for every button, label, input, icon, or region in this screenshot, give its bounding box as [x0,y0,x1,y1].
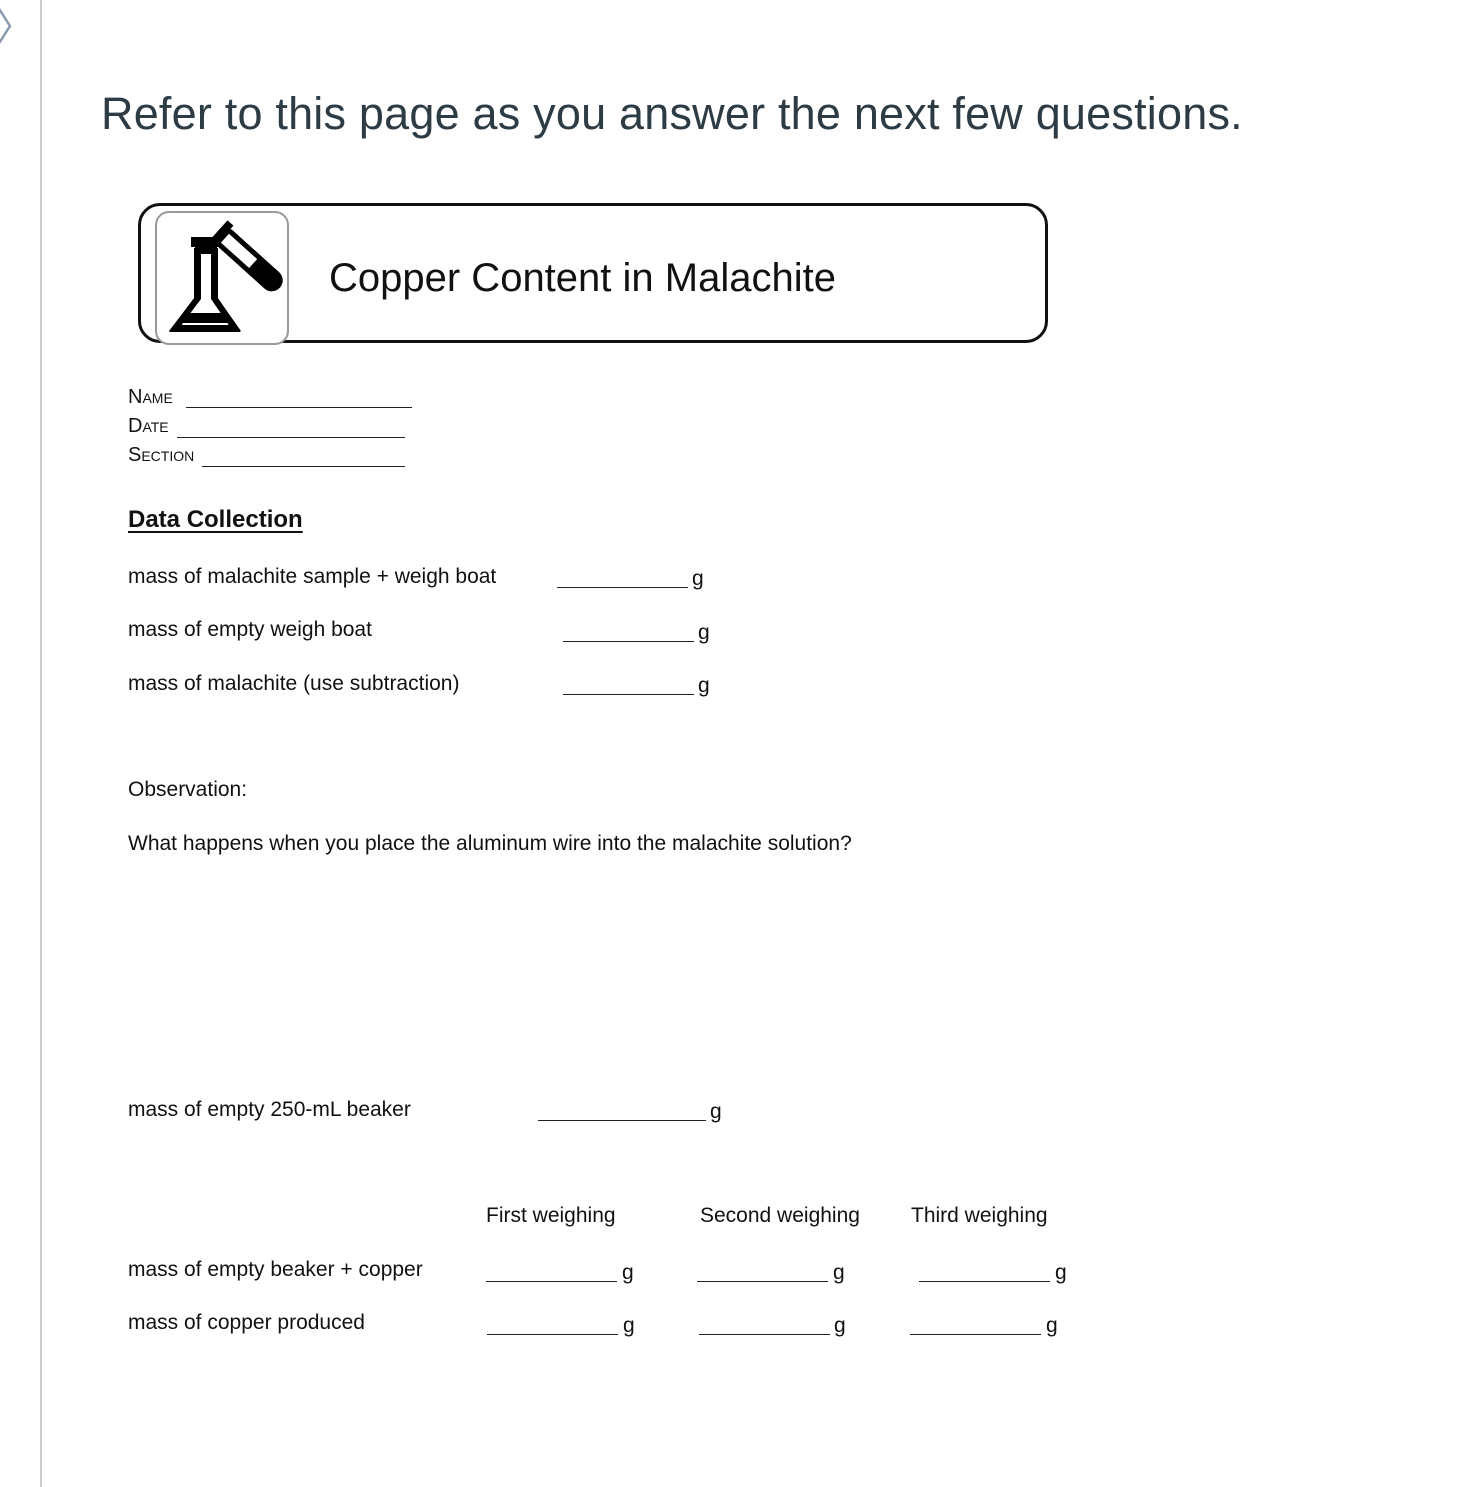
copper-produced-third-blank[interactable] [910,1334,1041,1335]
copper-produced-second-unit: g [834,1314,846,1337]
copper-produced-label: mass of copper produced [128,1311,365,1334]
malachite-plus-boat-unit: g [692,567,704,590]
section-label: Section [128,444,195,466]
date-field[interactable] [177,437,405,438]
malachite-mass-blank[interactable] [563,694,694,695]
col-third-weighing: Third weighing [911,1204,1048,1227]
beaker-plus-copper-first-unit: g [622,1261,634,1284]
copper-produced-third-unit: g [1046,1314,1058,1337]
copper-produced-first-unit: g [623,1314,635,1337]
section-field[interactable] [202,466,405,467]
beaker-plus-copper-second-unit: g [833,1261,845,1284]
observation-question: What happens when you place the aluminum wire into the malachite solution? [128,832,852,855]
left-rail-divider [40,0,42,1487]
malachite-plus-boat-blank[interactable] [557,587,688,588]
page-heading: Refer to this page as you answer the next few questions. [101,88,1243,139]
observation-label: Observation: [128,778,248,801]
name-label: Name [128,386,173,408]
beaker-plus-copper-third-blank[interactable] [919,1281,1050,1282]
lab-icon-frame [155,211,289,345]
lab-header-box [138,203,1048,343]
empty-beaker-unit: g [710,1100,722,1123]
date-label: Date [128,415,169,437]
empty-beaker-label: mass of empty 250-mL beaker [128,1098,411,1121]
empty-beaker-blank[interactable] [538,1120,706,1121]
beaker-plus-copper-third-unit: g [1055,1261,1067,1284]
col-second-weighing: Second weighing [700,1204,860,1227]
col-first-weighing: First weighing [486,1204,616,1227]
beaker-plus-copper-label: mass of empty beaker + copper [128,1258,423,1281]
data-collection-title: Data Collection [128,506,303,533]
copper-produced-second-blank[interactable] [699,1334,830,1335]
beaker-plus-copper-first-blank[interactable] [486,1281,617,1282]
beaker-plus-copper-second-blank[interactable] [697,1281,828,1282]
chevron-right-icon[interactable] [0,0,14,52]
copper-produced-first-blank[interactable] [487,1334,618,1335]
empty-boat-blank[interactable] [563,641,694,642]
lab-title: Copper Content in Malachite [329,256,836,300]
empty-boat-unit: g [698,621,710,644]
lab-flask-icon [157,213,287,343]
name-field[interactable] [186,407,412,408]
malachite-mass-unit: g [698,674,710,697]
malachite-plus-boat-label: mass of malachite sample + weigh boat [128,565,497,588]
malachite-mass-label: mass of malachite (use subtraction) [128,672,460,695]
empty-boat-label: mass of empty weigh boat [128,618,372,641]
